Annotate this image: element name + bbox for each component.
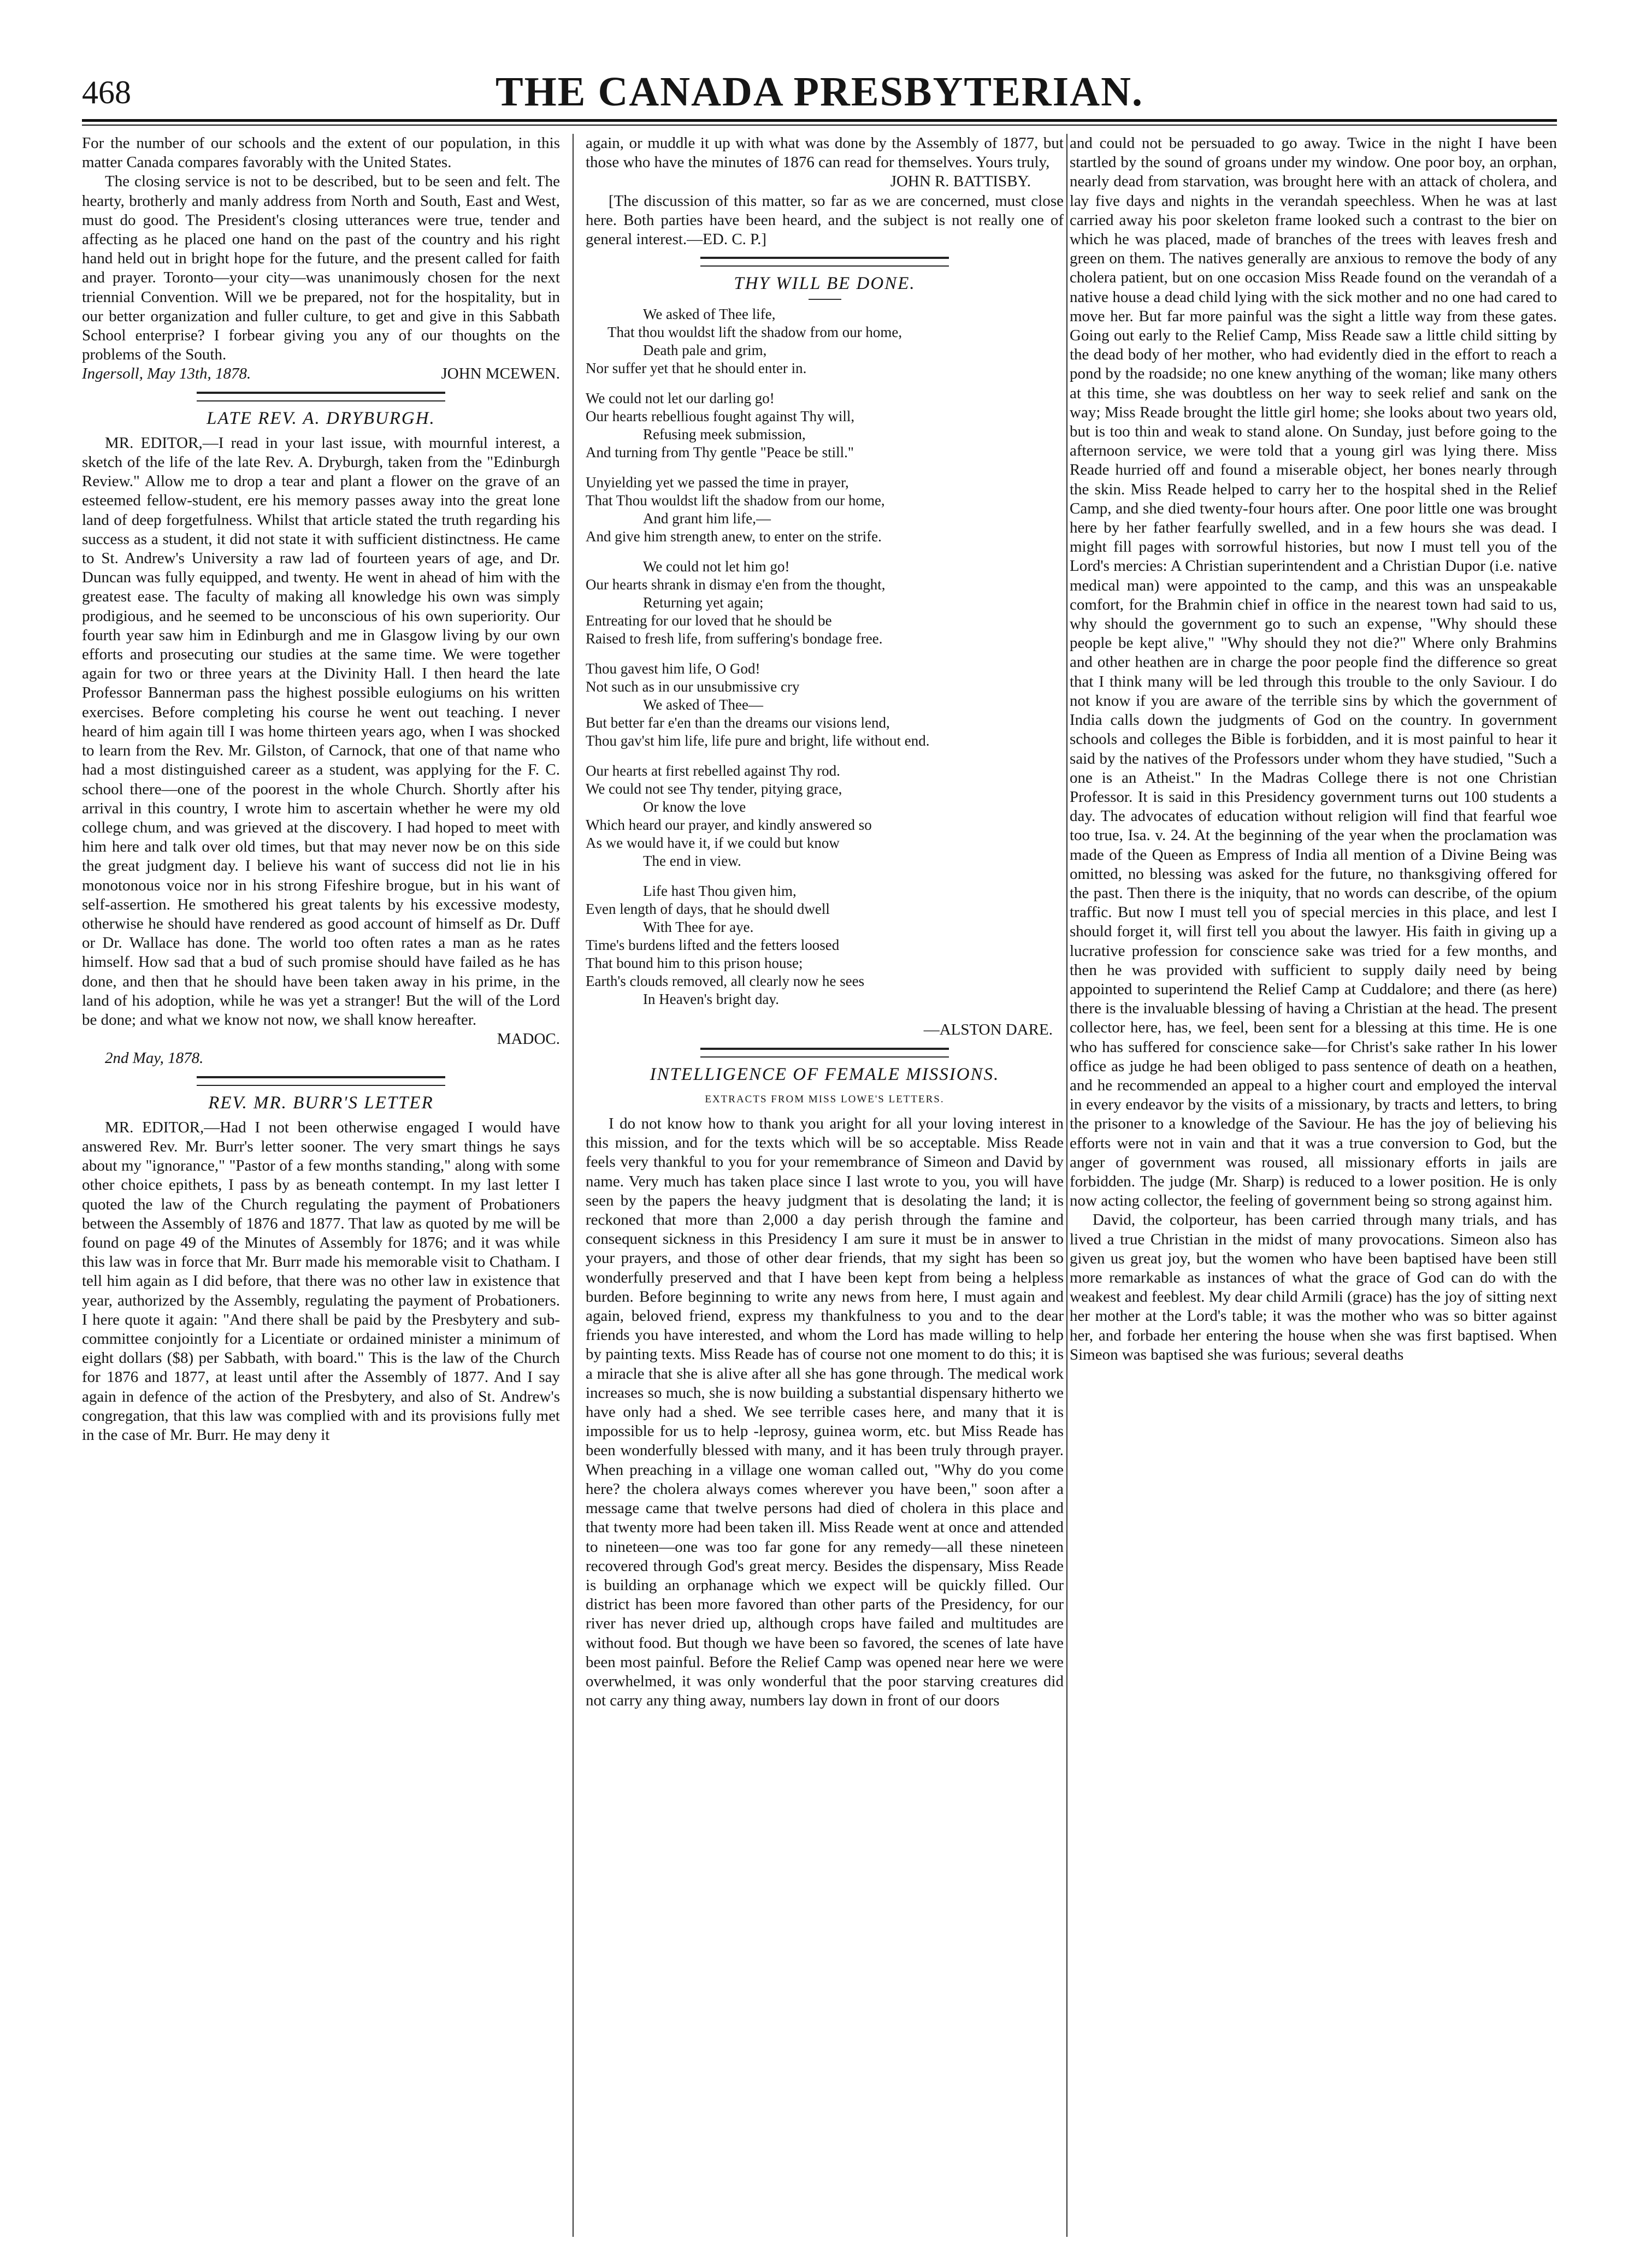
poem-line: We could not see Thy tender, pitying grace, xyxy=(586,781,842,798)
poem-line: Our hearts at first rebelled against Thy rod. xyxy=(586,763,840,779)
poem-line: Time's burdens lifted and the fetters loosed xyxy=(586,937,840,954)
poem-line: Which heard our prayer, and kindly answered so xyxy=(586,817,872,834)
poem-line: Unyielding yet we passed the time in prayer, xyxy=(586,474,849,491)
poem-stanza xyxy=(586,660,1064,750)
poem-line: Life hast Thou given him, xyxy=(643,883,797,900)
poem-line: Returning yet again; xyxy=(643,594,764,611)
column-divider xyxy=(1066,134,1067,2237)
poem-line: Or know the love xyxy=(643,799,746,816)
poem-line: That bound him to this prison house; xyxy=(586,955,803,972)
poem-line: Nor suffer yet that he should enter in. xyxy=(586,360,807,377)
column-1 xyxy=(82,134,560,2237)
column-3 xyxy=(1070,134,1557,2237)
page-number: 468 xyxy=(82,74,131,110)
poem-line: As we would have it, if we could but know xyxy=(586,835,840,852)
poem-line: Thou gavest him life, O God! xyxy=(586,660,760,677)
poem-line: Even length of days, that he should dwell xyxy=(586,901,830,918)
poem-author: —ALSTON DARE. xyxy=(923,1021,1053,1039)
masthead xyxy=(82,68,1557,120)
poem-line: And grant him life,— xyxy=(643,510,771,527)
paragraph: MR. EDITOR,—I read in your last issue, with mournful interest, a sketch of the life of the late Rev. A. Dryburgh, taken from the "Edinburgh Review." Allow me to drop a tear and plant a flower on the grave of an esteemed fellow-student, ere his memory passes away into the great lone land of deep forgetfulness. Whilst that article stated the truth regarding his success as a student, it did not state it with sufficient distinctness. He came to St. Andrew's University a raw lad of fourteen years of age, and Dr. Duncan was fully equipped, and twenty. He went in ahead of him with the greatest ease. The faculty of making all knowledge his own was simply prodigious, and he seemed to be unconscious of his own superiority. Our fourth year saw him in Edinburgh and me in Glasgow living by our own efforts and prosecuting our studies at the same time. We were together again for two or three years at the Divinity Hall. I then heard the late Professor Bannerman pass the highest possible eulogiums on his written exercises. Before completing his course he went out teaching. I never heard of him again till I was home thirteen years ago, when I was shocked to learn from the Rev. Mr. Gilston, of Carnock, that one of that name who had a most distinguished career as a student, was applying for the F. C. school there—one of the poorest in the whole Church. Shortly after his arrival in this country, I wrote him to ascertain whether he were my old college chum, and was grieved at the discovery. I had hoped to meet with him here and talk over old times, but that may never now be on this side the great judgment day. I believe his want of success did not lie in his monotonous voice nor in his strong Fifeshire brogue, but in his want of self-assertion. He smothered his great talents by his excessive modesty, otherwise he should have rendered as good account of himself as Dr. Duff or Dr. Wallace has done. The world too often rates a man as he rates himself. How sad that a bud of such promise should have failed as he has done, and then that he should have been taken away in his prime, in the land of his adoption, while he was yet a stranger! But the will of the Lord be done; and what we know not now, we shall know hereafter. xyxy=(82,434,560,1029)
poem-line: We asked of Thee— xyxy=(643,696,763,713)
section-divider xyxy=(700,257,949,267)
poem-line: And give him strength anew, to enter on the strife. xyxy=(586,528,882,545)
poem-line: We asked of Thee life, xyxy=(643,306,776,323)
paragraph: MR. EDITOR,—Had I not been otherwise engaged I would have answered Rev. Mr. Burr's letter sooner. The very smart things he says about my "ignorance," "Pastor of a few months standing," along with some other choice epithets, I pass by as beneath contempt. In my last letter I quoted the law of the Church regulating the payment of Probationers between the Assembly of 1876 and 1877. That law as quoted by me will be found on page 49 of the Minutes of Assembly for 1876; and it was while this law was in force that Mr. Burr made his memorable visit to Chatham. I tell him again as I did before, that there was no other law in existence that year, authorized by the Assembly, regulating the payment of Probationers. I here quote it again: "And there shall be paid by the Presbytery and sub-committee conjointly for a Licentiate or ordained minister a minimum of eight dollars ($8) per Sabbath, with board." This is the law of the Church for 1876 and 1877, at least until after the Assembly of 1877. And I say again in defence of the action of the Presbytery, and also of St. Andrew's congregation, that this law was complied with and its provisions fully met in the case of Mr. Burr. He may deny it xyxy=(82,1118,560,1444)
signature-name: MADOC. xyxy=(497,1030,560,1048)
column-divider xyxy=(573,134,574,2237)
paragraph: For the number of our schools and the extent of our population, in this matter Canada compares favorably with the United States. xyxy=(82,134,560,172)
poem-line: Entreating for our loved that he should be xyxy=(586,612,832,629)
poem-line: With Thee for aye. xyxy=(643,919,754,936)
title-rule xyxy=(809,299,841,300)
poem-line: That thou wouldst lift the shadow from our home, xyxy=(607,324,902,341)
paragraph: The closing service is not to be described, but to be seen and felt. The hearty, brotherly and manly address from North and South, East and West, must do good. The President's closing utterances were true, tender and affecting as he placed one hand on the past of the country and his right hand held out in bright hope for the future, and the present called for faith and prayer. Toronto—your city—was unanimously chosen for the next triennial Convention. Will we be prepared, not for the hospitality, but in our better organization and fuller culture, to get and give in this Sabbath School enterprise? I forbear giving you any of our thoughts on the problems of the South. xyxy=(82,173,560,364)
column-2 xyxy=(586,134,1064,2237)
poem-stanza xyxy=(586,558,1064,648)
poem-title: THY WILL BE DONE. xyxy=(734,274,916,294)
poem-line: The end in view. xyxy=(643,853,741,870)
article-heading: LATE REV. A. DRYBURGH. xyxy=(207,408,435,428)
poem-stanza xyxy=(586,762,1064,870)
article-heading: INTELLIGENCE OF FEMALE MISSIONS. xyxy=(650,1064,1000,1084)
article-date: 2nd May, 1878. xyxy=(105,1049,204,1067)
masthead-rule-thin xyxy=(82,125,1557,126)
signature-name: JOHN MCEWEN. xyxy=(441,365,560,383)
paper-title: THE CANADA PRESBYTERIAN. xyxy=(495,69,1144,115)
section-divider xyxy=(197,392,445,401)
poem-line: We could not let him go! xyxy=(643,558,790,575)
paragraph: and could not be persuaded to go away. Twice in the night I have been startled by the sound of groans under my window. One poor boy, an orphan, nearly dead from starvation, was brought here with an attack of cholera, and lay five days and nights in the verandah speechless. When he was at last carried away his poor skeleton frame looked such a contrast to the bier on which he was placed, made of branches of the trees with leaves fresh and green on them. The natives generally are anxious to remove the body of any cholera patient, but on one occasion Miss Reade found on the verandah of a native house a dead child lying with the sick mother and no one had cared to move her. But far more painful was the sight a little way from these gates. Going out early to the Relief Camp, Miss Reade saw a little child sitting by the dead body of her mother, who had evidently died in the effort to reach a pond by the roadside; no one knew anything of the woman; like many others at this time, she was doubtless on her way to seek relief and sank on the way; Miss Reade brought the little girl home; she looks about two years old, but is too thin and weak to stand alone. On Sunday, just before going to the afternoon service, we were told that a young girl was lying there. Miss Reade hurried off and found a miserable object, her bones nearly through the skin. Miss Reade helped to carry her to the hospital shed in the Relief Camp, and she died twenty-four hours after. One poor little one was brought here by her father fearfully swelled, and in a few hours she was dead. I might fill pages with sorrowful histories, but now I must tell you of the Lord's mercies: A Christian superintendent and a Christian Dupor (i.e. native medical man) were appointed to the camp, and this was an unspeakable comfort, for the Brahmin chief in office in the nearest town had said to us, why should the government go to such an expense, "Why should these people be kept alive," "Why should they not die?" Where only Brahmins and other heathen are in charge the poor people find the difference so great that I think many will be led through this trouble to the only Saviour. I do not know if you are aware of the terrible sins by which the government of India calls down the judgments of God on the country. In government schools and colleges the Bible is forbidden, and it is most painful to hear it said by the natives of the Professors under whom they have studied, "Such a one is an Atheist." In the Madras College there is not one Christian Professor. It is said in this Presidency government turns out 100 students a day. The advocates of education without religion will find that fearful woe too true, Isa. v. 24. At the beginning of the year when the proclamation was made of the Queen as Empress of India all mention of a Divine Being was omitted, no blessing was asked for the future, no thanksgiving offered for the past. Then there is the iniquity, that no words can describe, of the opium traffic. But now I must tell you of special mercies in this place, and lest I should forget it, will first tell you about the lawyer. His faith in giving up a lucrative profession for conscience sake was tried for a few months, and then he was provided with sufficient to supply daily need by being appointed to superintend the Relief Camp at Cuddalore; and there (as here) there is the invaluable blessing of having a Christian at the head. The present collector here, has, we feel, been sent for a blessing at this time. He is one who has suffered for conscience sake—for Christ's sake rather In his lower office as judge he had been obliged to pass sentence of death on a heathen, and he recommended an appeal to a higher court and employed the interval in every endeavor by the visits of a missionary, by tracts and letters, to bring the prisoner to a knowledge of the Saviour. He has the joy of believing his efforts were not in vain and that it was a true conversion to God, but the anger of government was roused, all missionary efforts in jails are forbidden. The judge (Mr. Sharp) is reduced to a lower position. He is only now acting collector, the feeling of government being so strong against him. xyxy=(1070,134,1557,1210)
paragraph: I do not know how to thank you aright for all your loving interest in this mission, and for the texts which will be so acceptable. Miss Reade feels very thankful to you for your remembrance of Simeon and David by name. Very much has taken place since I last wrote to you, you will have seen by the papers the heavy judgment that is desolating the land; it is reckoned that more than 2,000 a day perish through the famine and consequent sickness in this Presidency I am sure it must be in answer to your prayers, and those of other dear friends, that my sight has been so wonderfully preserved and that I have been kept from being a helpless burden. Before beginning to write any news from here, I must again and again, beloved friend, express my thankfulness to you and to the dear friends you have interested, and whom the Lord has made willing to help by painting texts. Miss Reade has of course not one moment to do this; it is a miracle that she is alive after all she has gone through. The medical work increases so much, she is now building a substantial dispensary hitherto we have only had a shed. We see terrible cases here, and many that it is impossible for us to help -leprosy, guinea worm, etc. but Miss Reade has been wonderfully blessed with many, and it has been truly through prayer. When preaching in a village one woman called out, "Why do you come here? the cholera always comes wherever you have been," soon after a message came that twelve persons had died of cholera in this place and that twenty more had been taken ill. Miss Reade went at once and attended to nineteen—one was too far gone for any remedy—all these nineteen recovered through God's great mercy. Besides the dispensary, Miss Reade is building an orphanage which we expect will be quickly filled. Our district has been more favored than other parts of the Presidency, for our river has never dried up, although crops have failed and multitudes are without food. But though we have been so favored, the scenes of late have been most painful. Before the Relief Camp was opened near here we were overwhelmed, it was only wonderful that the poor starving creatures did not carry any thing away, numbers lay down in front of our doors xyxy=(586,1115,1064,1710)
poem-stanza xyxy=(586,882,1064,1008)
poem-stanza xyxy=(586,474,1064,546)
poem-line: Our hearts shrank in dismay e'en from the thought, xyxy=(586,576,886,593)
poem-line: But better far e'en than the dreams our visions lend, xyxy=(586,714,890,731)
poem-line: Refusing meek submission, xyxy=(643,426,806,443)
editor-note: [The discussion of this matter, so far as we are concerned, must close here. Both parties have been heard, and the subject is not really one of general interest.—ED. C. P.] xyxy=(586,192,1064,249)
paragraph: David, the colporteur, has been carried through many trials, and has lived a true Christian in the midst of many provocations. Simeon also has given us great joy, but the women who have been baptised have been still more remarkable as instances of what the grace of God can do with the weakest and feeblest. My dear child Armili (grace) has the joy of sitting next her mother at the Lord's table; it was the mother who was so bitter against her, and forbade her entering the house when she was first baptised. When Simeon was baptised she was furious; several deaths xyxy=(1070,1211,1557,1363)
paragraph: again, or muddle it up with what was done by the Assembly of 1877, but those who have the minutes of 1876 can read for themselves. Yours truly, xyxy=(586,134,1064,172)
poem-line: Death pale and grim, xyxy=(643,342,767,359)
poem-line: And turning from Thy gentle "Peace be still." xyxy=(586,444,854,461)
poem-line: Not such as in our unsubmissive cry xyxy=(586,678,800,695)
poem-line: That Thou wouldst lift the shadow from our home, xyxy=(586,492,885,509)
poem-line: Our hearts rebellious fought against Thy will, xyxy=(586,408,855,425)
signature-name: JOHN R. BATTISBY. xyxy=(890,173,1031,191)
poem-line: Raised to fresh life, from suffering's bondage free. xyxy=(586,630,883,647)
article-subheading: EXTRACTS FROM MISS LOWE'S LETTERS. xyxy=(705,1093,945,1105)
poem-stanza xyxy=(586,389,1064,462)
poem-line: Thou gav'st him life, life pure and bright, life without end. xyxy=(586,733,930,749)
poem xyxy=(586,305,1064,1008)
article-heading: REV. MR. BURR'S LETTER xyxy=(208,1092,434,1113)
poem-line: Earth's clouds removed, all clearly now he sees xyxy=(586,973,865,990)
section-divider xyxy=(197,1076,445,1086)
poem-line: We could not let our darling go! xyxy=(586,390,775,407)
poem-line: In Heaven's bright day. xyxy=(643,991,780,1008)
section-divider xyxy=(700,1048,949,1058)
signature-line xyxy=(82,364,560,383)
signature-place-date: Ingersoll, May 13th, 1878. xyxy=(82,365,251,383)
poem-stanza xyxy=(586,305,1064,377)
masthead-rule xyxy=(82,119,1557,122)
